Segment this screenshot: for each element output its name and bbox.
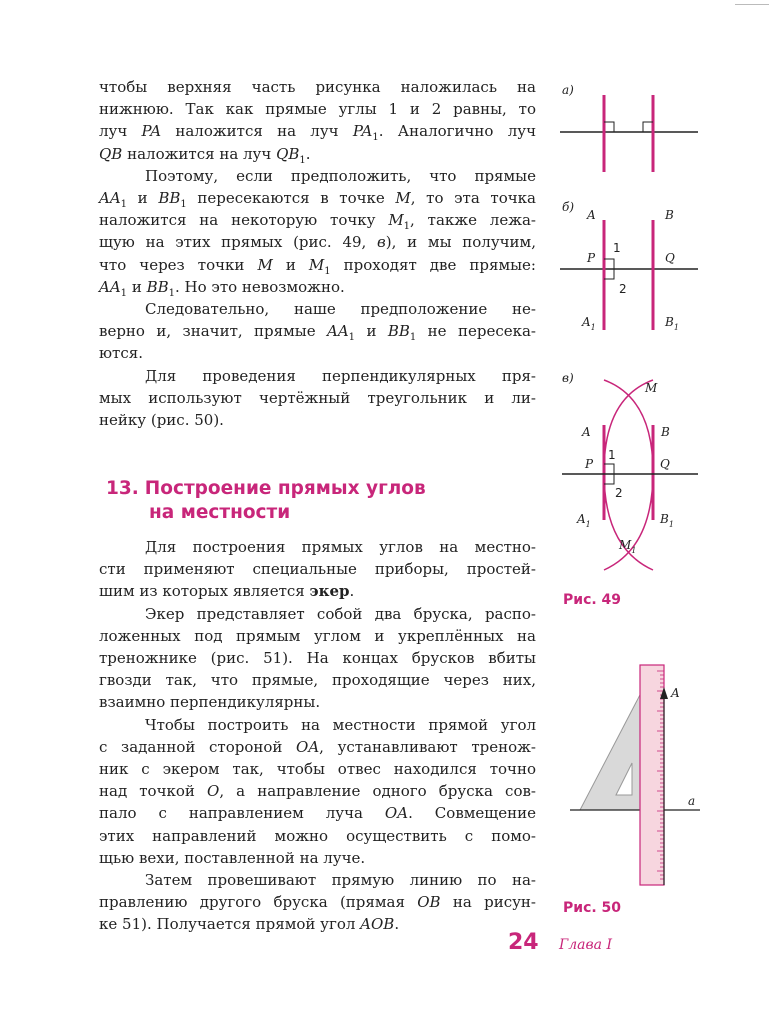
figure-50-caption: Рис. 50	[563, 900, 622, 916]
text-column-bottom	[99, 536, 536, 936]
label-b: б)	[562, 200, 575, 214]
p6-line-1: Экер представляет собой два бруска, распо-	[145, 604, 536, 623]
p4-line-2: мых используют чертёжный треугольник и ли-	[99, 388, 536, 407]
p7-line-5: пало с направлением луча OA. Совмещение	[99, 804, 537, 823]
p7-line-4: над точкой O, а направление одного бруска сов-	[99, 782, 536, 801]
p8-line-3: ке 51). Получается прямой угол AOB.	[99, 915, 400, 934]
p2-line-5: что через точки M и $M_1$ проходят две прямые:	[99, 255, 536, 277]
p2-line-3: наложится на некоторую точку $M_1$, также лежа-	[99, 211, 537, 233]
angle-1: 1	[613, 241, 621, 255]
angle-2: 2	[619, 282, 627, 296]
p6-line-2: ложенных под прямым углом и укреплённых на	[99, 626, 536, 645]
label-a-line: a	[688, 794, 696, 808]
p3-line-2: верно и, значит, прямые $AA_1$ и $BB_1$ не пересека-	[99, 322, 536, 344]
label-a: а)	[562, 83, 574, 97]
point-B: B	[665, 208, 674, 222]
point-P: P	[587, 251, 596, 265]
point-B1: $B_1$	[665, 315, 679, 332]
p4-line-3: нейку (рис. 50).	[99, 411, 224, 430]
figure-50	[570, 665, 720, 890]
drafting-triangle	[580, 691, 642, 810]
p1-line-1: чтобы верхняя часть рисунка наложилась на	[99, 78, 536, 96]
p5-line-1: Для построения прямых углов на местно-	[145, 538, 536, 556]
p1-line-4: QB наложится на луч $QB_1$.	[99, 144, 311, 166]
p8-line-2: правлению другого бруска (прямая OB на рисун-	[99, 893, 536, 912]
p6-line-4: гвозди так, что прямые, проходящие через них,	[99, 671, 536, 690]
figure-49a	[555, 80, 705, 175]
p7-line-3: ник с экером так, чтобы отвес находился точно	[99, 760, 536, 779]
p4-line-1: Для проведения перпендикулярных пря-	[145, 366, 536, 385]
p2-line-1: Поэтому, если предположить, что прямые	[145, 166, 536, 185]
p2-line-4: щую на этих прямых (рис. 49, в), и мы получим,	[99, 233, 536, 252]
text-column-top	[99, 76, 536, 431]
point-A1: $A_1$	[582, 315, 596, 332]
figure-49v	[555, 368, 705, 583]
point-B1: $B_1$	[660, 512, 674, 529]
p7-line-2: с заданной стороной OA, устанавливают тренож-	[99, 737, 537, 756]
page-number: 24	[508, 930, 539, 955]
point-Q: Q	[660, 457, 670, 471]
point-B: B	[661, 425, 670, 439]
chapter-label: Глава I	[559, 937, 613, 953]
p7-line-1: Чтобы построить на местности прямой угол	[145, 715, 536, 734]
point-Q: Q	[665, 251, 675, 265]
point-A: A	[587, 208, 596, 222]
point-M1: $M_1$	[619, 538, 637, 555]
section-title-line-2: на местности	[149, 502, 291, 523]
section-heading	[106, 477, 426, 525]
p1-line-3: луч PA наложится на луч $PA_1$. Аналогично луч	[99, 122, 536, 144]
label-v: в)	[562, 371, 574, 385]
p1-line-2: нижнюю. Так как прямые углы 1 и 2 равны, то	[99, 100, 536, 119]
point-P: P	[585, 457, 594, 471]
top-edge-line	[735, 4, 769, 5]
p7-line-7: щью вехи, поставленной на луче.	[99, 848, 366, 867]
p8-line-1: Затем провешивают прямую линию по на-	[145, 871, 536, 890]
point-A: A	[671, 686, 680, 700]
p3-line-3: ются.	[99, 344, 143, 363]
point-A1: $A_1$	[577, 512, 591, 529]
figure-49-caption: Рис. 49	[563, 592, 622, 608]
angle-1: 1	[608, 448, 616, 462]
point-A: A	[582, 425, 591, 439]
point-M: M	[645, 381, 658, 395]
section-number: 13.	[106, 478, 139, 499]
angle-2: 2	[615, 486, 623, 500]
p2-line-2: $AA_1$ и $BB_1$ пересекаются в точке M, то эта точка	[99, 189, 536, 211]
p5-line-2: сти применяют специальные приборы, простей-	[99, 560, 536, 579]
p5-line-3: шим из которых является экер.	[99, 582, 355, 601]
figure-49b	[555, 198, 705, 338]
section-title-line-1: Построение прямых углов	[144, 478, 426, 499]
p2-line-6: $AA_1$ и $BB_1$. Но это невозможно.	[99, 277, 345, 299]
p6-line-5: взаимно перпендикулярны.	[99, 693, 321, 712]
p6-line-3: треножнике (рис. 51). На концах брусков вбиты	[99, 649, 536, 668]
p7-line-6: этих направлений можно осуществить с помо-	[99, 826, 536, 845]
p3-line-1: Следовательно, наше предположение не-	[145, 300, 536, 319]
